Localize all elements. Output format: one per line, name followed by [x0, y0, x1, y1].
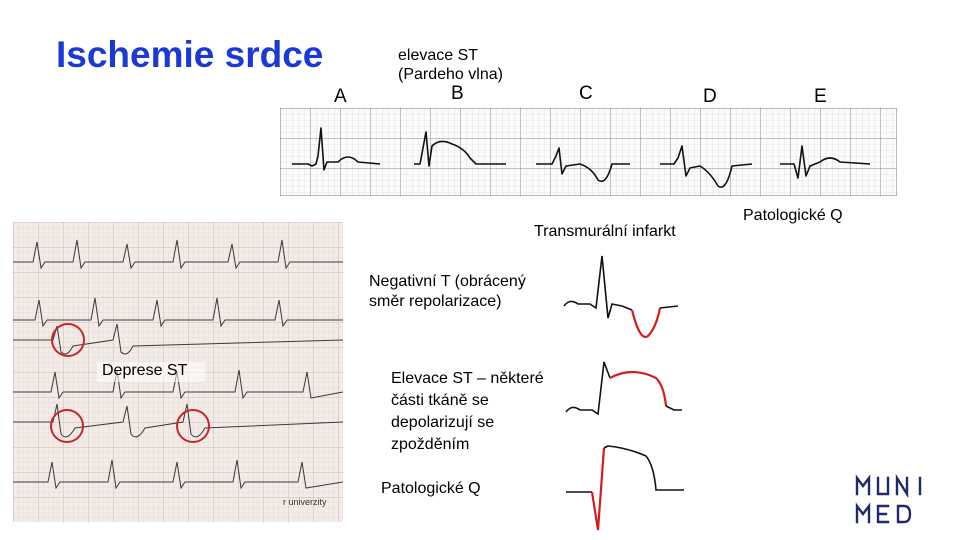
label-pathologic-q-top: Patologické Q: [743, 207, 843, 224]
label-pathologic-q-bottom: Patologické Q: [381, 480, 481, 497]
label-c: C: [579, 83, 593, 104]
label-st-elevation: Elevace ST – některé části tkáně se depolarizují se zpožděním: [391, 370, 544, 453]
label-transmural-infarct: Transmurální infarkt: [534, 223, 676, 240]
muni-med-logo: [854, 474, 930, 526]
label-st-elevation-pardee: elevace ST (Pardeho vlna): [398, 47, 503, 83]
label-b: B: [451, 83, 464, 104]
label-a: A: [334, 86, 347, 107]
label-st-depression: Deprese ST: [102, 362, 188, 379]
label-d: D: [703, 86, 717, 107]
ecg-trace-pathologic-q: [562, 440, 690, 536]
slide-title: Ischemie srdce: [56, 34, 324, 75]
label-e: E: [814, 86, 827, 107]
label-negative-t: Negativní T (obrácený směr repolarizace): [369, 273, 526, 310]
ecg-strip-abcde: [280, 108, 897, 196]
ecg-trace-negative-t: [556, 250, 686, 342]
footer-text: r univerzity: [283, 497, 327, 507]
ecg-trace-st-elevation: [556, 358, 686, 420]
